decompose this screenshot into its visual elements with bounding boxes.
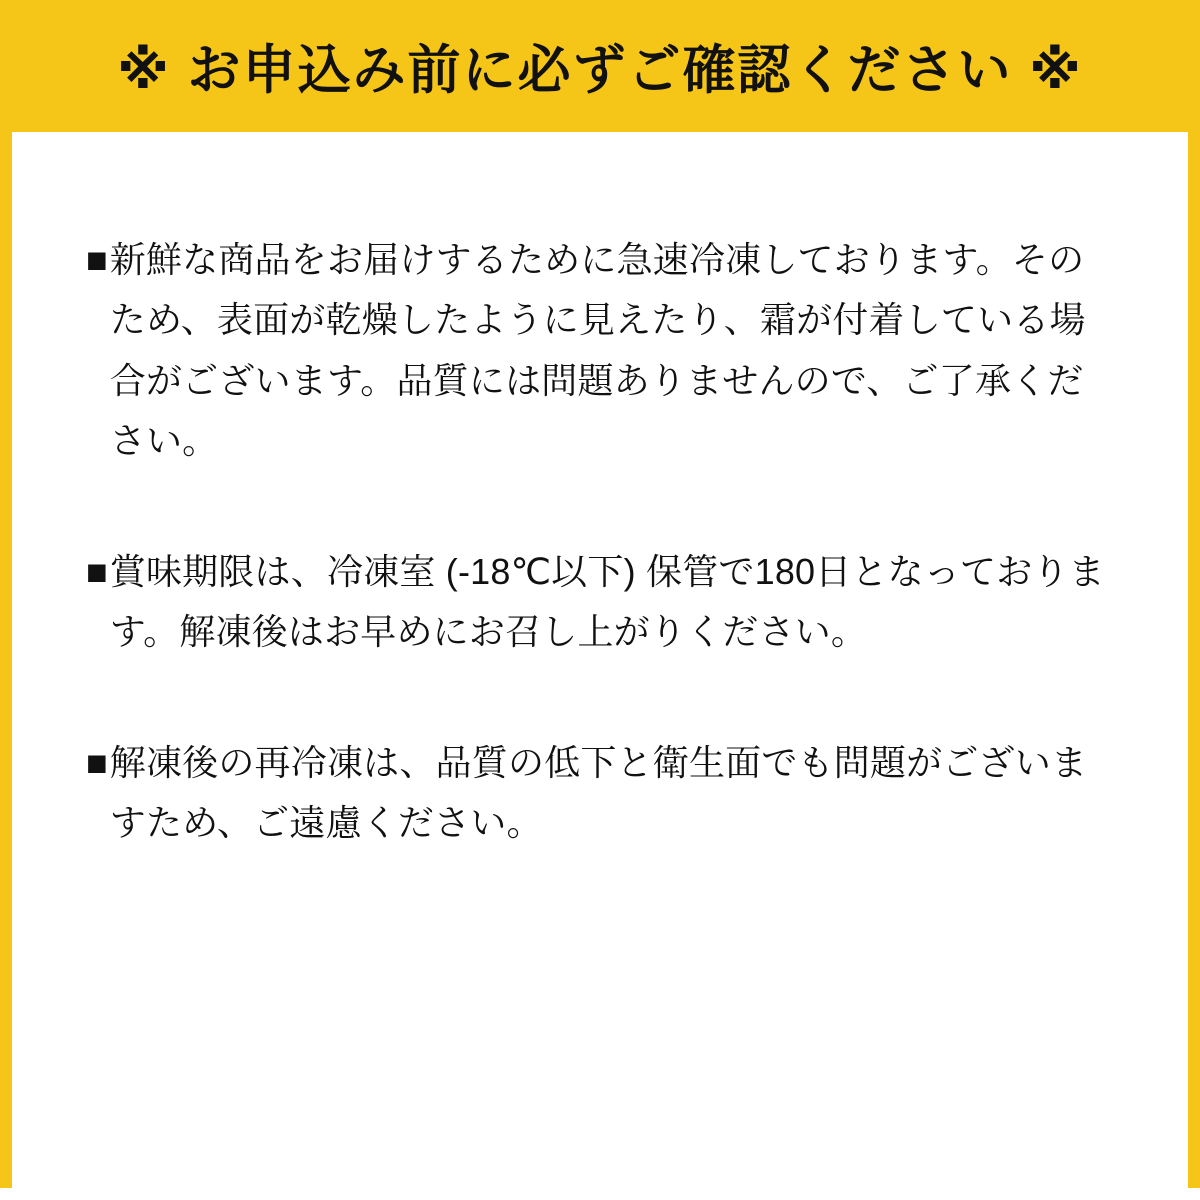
notice-text-freezing: 新鮮な商品をお届けするために急速冷凍しております。そのため、表面が乾燥したように見えたり、霜が付着している場合がございます。品質には問題ありませんので、ご了承ください。 [109, 239, 1086, 462]
notice-list [12, 132, 1188, 1200]
page-title: ※ お申込み前に必ずご確認ください ※ [117, 41, 1083, 100]
square-bullet-icon: ■ [86, 239, 108, 280]
notice-text-refreezing: 解凍後の再冷凍は、品質の低下と衛生面でも問題がございますため、ご遠慮ください。 [109, 741, 1088, 844]
notice-header-banner [0, 0, 1200, 132]
list-item [86, 542, 1114, 663]
list-item [86, 230, 1114, 472]
list-item [86, 733, 1114, 854]
bottom-spacer [0, 1188, 1200, 1200]
notice-text-expiry: 賞味期限は、冷凍室 (-18℃以下) 保管で180日となっております。解凍後はお早めにお召し上がりください。 [109, 550, 1105, 653]
square-bullet-icon: ■ [86, 550, 108, 592]
square-bullet-icon: ■ [86, 741, 108, 783]
